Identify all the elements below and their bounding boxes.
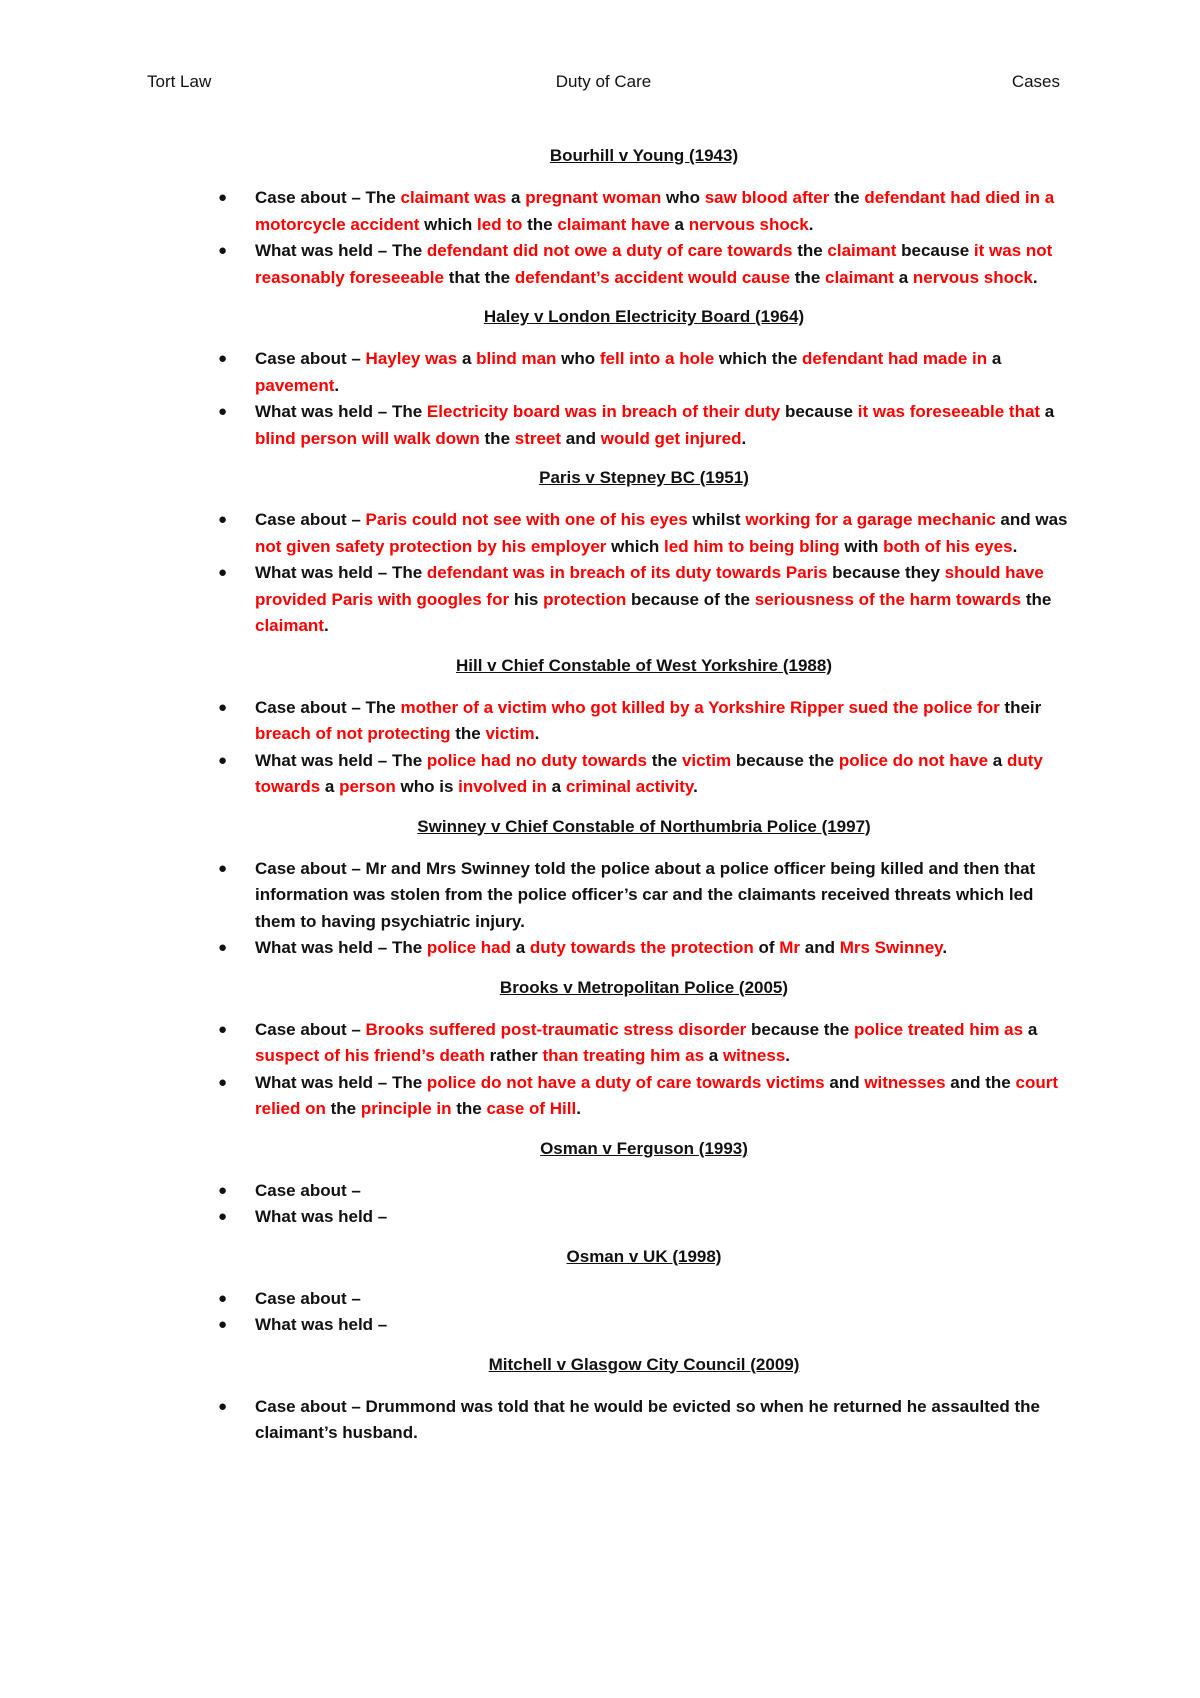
case-about-item xyxy=(218,1394,1070,1447)
body-text: the xyxy=(522,214,558,234)
body-text: with xyxy=(839,536,884,556)
case-title: Mitchell v Glasgow City Council (2009) xyxy=(488,1354,800,1374)
body-text: because xyxy=(896,241,974,260)
what-was-held-item xyxy=(218,238,1070,291)
body-text: a xyxy=(704,1046,723,1065)
case-about-item xyxy=(218,1178,1070,1205)
highlighted-text: defendant had died in a motorcycle accident xyxy=(255,188,1055,234)
highlighted-text: mother of a victim who got killed by a Yorkshire Ripper sued the police for xyxy=(400,697,1000,717)
highlighted-text: defendant was in breach of its duty towards Paris xyxy=(426,563,828,582)
bullet-icon: ● xyxy=(218,350,228,367)
body-text: What was held – The xyxy=(255,241,427,260)
highlighted-text: witnesses xyxy=(864,1072,946,1092)
bullet-icon: ● xyxy=(218,511,228,528)
case-points xyxy=(218,695,1070,801)
case-points xyxy=(218,346,1070,452)
body-text: their xyxy=(999,697,1042,717)
body-text: a xyxy=(988,750,1007,770)
body-text: a xyxy=(987,349,1002,368)
body-text: whilst xyxy=(687,510,746,529)
body-text: which xyxy=(606,536,665,556)
body-text: the xyxy=(792,241,828,260)
body-text: the xyxy=(829,188,865,207)
highlighted-text: fell into a hole xyxy=(599,349,715,368)
case-about-item xyxy=(218,1286,1070,1313)
body-text: a xyxy=(506,188,526,207)
highlighted-text: breach of not protecting xyxy=(255,724,451,743)
case-about-item xyxy=(218,695,1070,748)
body-text: a xyxy=(669,214,689,234)
bullet-icon: ● xyxy=(218,1181,228,1199)
highlighted-text: person xyxy=(339,777,396,796)
bullet-icon: ● xyxy=(218,939,228,956)
highlighted-text: seriousness of the harm towards xyxy=(754,589,1022,609)
highlighted-text: than treating him as xyxy=(542,1046,705,1065)
body-text: a xyxy=(511,938,530,957)
body-text: Case about – xyxy=(255,349,366,368)
highlighted-text: Electricity board was in breach of their duty xyxy=(426,402,781,421)
case-points xyxy=(218,507,1070,640)
body-text: Case about – Drummond was told that he would be evicted so when he returned he assaulted the claimant’s husband. xyxy=(255,1396,1040,1442)
body-text: . xyxy=(741,428,747,448)
header-section: Cases xyxy=(1011,72,1060,91)
body-text: the xyxy=(790,267,825,287)
highlighted-text: nervous shock xyxy=(688,214,809,234)
body-text: Case about – The xyxy=(255,697,401,717)
case-title: Haley v London Electricity Board (1964) xyxy=(483,307,805,326)
bullet-icon: ● xyxy=(218,751,228,769)
body-text: the xyxy=(479,428,515,448)
case-list xyxy=(218,144,1070,1461)
case-about-item xyxy=(218,856,1070,936)
highlighted-text: Brooks suffered post-traumatic stress disorder xyxy=(365,1019,747,1039)
case-points xyxy=(218,185,1070,291)
body-text: and xyxy=(824,1072,865,1092)
highlighted-text: victim xyxy=(485,724,535,743)
body-text: and xyxy=(800,938,840,957)
highlighted-text: blind man xyxy=(476,349,557,368)
bullet-icon: ● xyxy=(218,1397,228,1415)
body-text: because of the xyxy=(626,589,755,609)
highlighted-text: working for a garage mechanic xyxy=(745,510,996,529)
highlighted-text: police do not have a duty of care towards victims xyxy=(426,1072,825,1092)
body-text: and the xyxy=(945,1072,1016,1092)
highlighted-text: duty towards xyxy=(255,750,1043,796)
body-text: Case about – xyxy=(255,1288,361,1308)
body-text: . xyxy=(942,938,948,957)
case-about-item xyxy=(218,185,1070,238)
bullet-icon: ● xyxy=(218,1289,228,1307)
body-text: who is xyxy=(395,777,459,796)
body-text: What was held – The xyxy=(255,402,427,421)
body-text: a xyxy=(1023,1019,1038,1039)
highlighted-text: victim xyxy=(681,750,732,770)
case-title: Brooks v Metropolitan Police (2005) xyxy=(499,977,789,997)
highlighted-text: protection xyxy=(543,589,627,609)
body-text: . xyxy=(534,724,540,743)
body-text: the xyxy=(1021,589,1052,609)
highlighted-text: principle in xyxy=(360,1099,452,1118)
what-was-held-item xyxy=(218,1312,1070,1339)
bullet-icon: ● xyxy=(218,564,228,581)
case-title: Osman v Ferguson (1993) xyxy=(540,1138,748,1158)
body-text: who xyxy=(661,188,705,207)
highlighted-text: claimant xyxy=(825,267,894,287)
page-header xyxy=(147,72,1060,96)
highlighted-text: claimant xyxy=(255,616,324,635)
case-about-item xyxy=(218,507,1070,560)
bullet-icon: ● xyxy=(218,189,228,206)
bullet-icon: ● xyxy=(218,403,228,420)
body-text: Case about – xyxy=(255,1019,366,1039)
highlighted-text: defendant’s accident would cause xyxy=(514,267,791,287)
body-text: What was held – xyxy=(255,1315,388,1334)
body-text: his xyxy=(509,589,544,609)
body-text: What was held – The xyxy=(255,1072,427,1092)
highlighted-text: claimant was xyxy=(400,188,507,207)
highlighted-text: defendant had made in xyxy=(802,349,988,368)
highlighted-text: Paris could not see with one of his eyes xyxy=(365,510,688,529)
highlighted-text: should have provided Paris with googles for xyxy=(255,563,1044,609)
highlighted-text: led to xyxy=(477,214,523,234)
highlighted-text: street xyxy=(514,428,562,448)
body-text: What was held – The xyxy=(255,563,427,582)
case-about-item xyxy=(218,1017,1070,1070)
highlighted-text: Mrs Swinney xyxy=(839,938,943,957)
header-topic: Duty of Care xyxy=(555,72,652,91)
body-text: and xyxy=(561,428,601,448)
highlighted-text: police do not have xyxy=(838,750,989,770)
case-points xyxy=(218,1286,1070,1339)
body-text: a xyxy=(893,267,913,287)
bullet-icon: ● xyxy=(218,698,228,716)
body-text: the xyxy=(647,750,682,770)
body-text: . xyxy=(808,214,814,234)
case-points xyxy=(218,1394,1070,1447)
body-text: because the xyxy=(731,750,839,770)
highlighted-text: nervous shock xyxy=(912,267,1033,287)
highlighted-text: it was not reasonably foreseeable xyxy=(255,241,1053,287)
case-title: Paris v Stepney BC (1951) xyxy=(539,468,749,487)
what-was-held-item xyxy=(218,935,1070,962)
body-text: What was held – The xyxy=(255,938,427,957)
header-subject: Tort Law xyxy=(147,72,212,91)
case-title: Hill v Chief Constable of West Yorkshire (1988) xyxy=(456,655,832,675)
highlighted-text: claimant have xyxy=(557,214,670,234)
highlighted-text: duty towards the protection xyxy=(529,938,754,957)
highlighted-text: Hayley was xyxy=(365,349,458,368)
body-text: which xyxy=(419,214,478,234)
case-points xyxy=(218,1017,1070,1123)
highlighted-text: pregnant woman xyxy=(525,188,662,207)
highlighted-text: not given safety protection by his employer xyxy=(255,536,607,556)
what-was-held-item xyxy=(218,1204,1070,1231)
highlighted-text: suspect of his friend’s death xyxy=(255,1046,485,1065)
body-text: which the xyxy=(714,349,803,368)
what-was-held-item xyxy=(218,748,1070,801)
body-text: because they xyxy=(827,563,945,582)
case-title: Swinney v Chief Constable of Northumbria Police (1997) xyxy=(417,816,871,836)
what-was-held-item xyxy=(218,560,1070,640)
body-text: Case about – The xyxy=(255,188,401,207)
highlighted-text: police had no duty towards xyxy=(426,750,647,770)
highlighted-text: involved in xyxy=(458,777,547,796)
body-text: Case about – Mr and Mrs Swinney told the police about a police officer being killed and then that information was stolen from the police officer’s car and the claimants received threats which led them to having psychiatric injury. xyxy=(255,858,1036,931)
body-text: What was held – The xyxy=(255,750,427,770)
highlighted-text: defendant did not owe a duty of care towards xyxy=(426,241,793,260)
body-text: the xyxy=(450,724,486,743)
body-text: who xyxy=(556,349,600,368)
body-text: the xyxy=(325,1099,361,1118)
body-text: that the xyxy=(443,267,515,287)
body-text: because the xyxy=(746,1019,854,1039)
highlighted-text: saw blood after xyxy=(704,188,830,207)
bullet-icon: ● xyxy=(218,242,228,259)
body-text: What was held – xyxy=(255,1207,388,1226)
highlighted-text: led him to being bling xyxy=(664,536,840,556)
case-about-item xyxy=(218,346,1070,399)
bullet-icon: ● xyxy=(218,1020,228,1038)
body-text: Case about – xyxy=(255,1180,361,1200)
case-title: Osman v UK (1998) xyxy=(566,1246,722,1266)
body-text: a xyxy=(320,777,340,796)
highlighted-text: police had xyxy=(426,938,511,957)
body-text: rather xyxy=(484,1046,543,1065)
body-text: of xyxy=(753,938,780,957)
highlighted-text: claimant xyxy=(827,241,897,260)
bullet-icon: ● xyxy=(218,1208,228,1225)
highlighted-text: Mr xyxy=(779,938,801,957)
body-text: a xyxy=(1040,402,1055,421)
highlighted-text: witness xyxy=(722,1046,786,1065)
body-text: the xyxy=(451,1099,487,1118)
highlighted-text: court relied on xyxy=(255,1072,1058,1118)
what-was-held-item xyxy=(218,399,1070,452)
body-text: because xyxy=(780,402,858,421)
body-text: . xyxy=(1032,267,1038,287)
body-text: a xyxy=(546,777,566,796)
bullet-icon: ● xyxy=(218,1073,228,1091)
highlighted-text: criminal activity xyxy=(565,777,694,796)
highlighted-text: would get injured xyxy=(600,428,742,448)
body-text: . xyxy=(323,616,329,635)
what-was-held-item xyxy=(218,1070,1070,1123)
highlighted-text: blind person will walk down xyxy=(255,428,480,448)
body-text: and was xyxy=(995,510,1068,529)
body-text: a xyxy=(457,349,477,368)
case-points xyxy=(218,1178,1070,1231)
highlighted-text: it was foreseeable that xyxy=(857,402,1041,421)
body-text: . xyxy=(785,1046,791,1065)
body-text: . xyxy=(334,375,340,395)
case-points xyxy=(218,856,1070,962)
highlighted-text: both of his eyes xyxy=(883,536,1013,556)
highlighted-text: police treated him as xyxy=(853,1019,1024,1039)
body-text: . xyxy=(576,1099,581,1118)
bullet-icon: ● xyxy=(218,859,228,877)
bullet-icon: ● xyxy=(218,1316,228,1333)
highlighted-text: pavement xyxy=(255,375,335,395)
body-text: . xyxy=(1012,536,1018,556)
case-title: Bourhill v Young (1943) xyxy=(549,146,739,165)
body-text: Case about – xyxy=(255,510,366,529)
highlighted-text: case of Hill xyxy=(486,1099,577,1118)
body-text: . xyxy=(693,777,698,796)
